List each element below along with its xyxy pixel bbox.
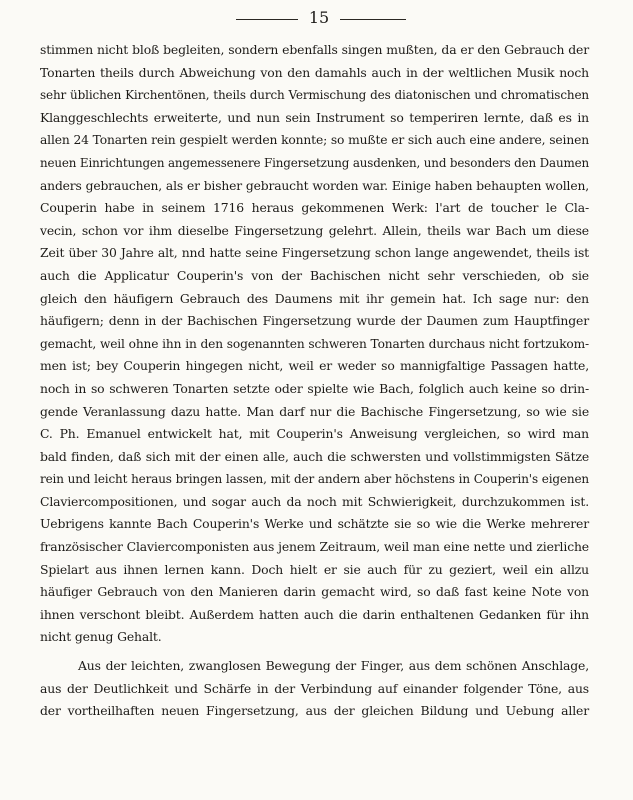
text-line: Zeit über 30 Jahre alt, nnd hatte seine Fingersetzung schon lange angewendet, theils ist <box>40 245 589 261</box>
text-line: französischer Claviercomponisten aus jenem Zeitraum, weil man eine nette und zierliche <box>40 539 589 555</box>
text-line: der vortheilhaften neuen Fingersetzung, aus der gleichen Bildung und Uebung aller <box>40 703 589 719</box>
paragraph-2 <box>40 655 589 723</box>
text-line: häufiger Gebrauch von den Manieren darin gemacht wird, so daß fast keine Note von <box>40 584 589 600</box>
text-line: anders gebrauchen, als er bisher gebraucht worden war. Einige haben behaupten wollen, <box>40 178 589 193</box>
text-line: C. Ph. Emanuel entwickelt hat, mit Couperin's Anweisung vergleichen, so wird man <box>40 426 589 442</box>
text-line: gleich den häufigern Gebrauch des Daumens mit ihr gemein hat. Ich sage nur: den <box>40 290 589 306</box>
text-line: men ist; bey Couperin hingegen nicht, weil er weder so mannigfaltige Passagen hatte, <box>40 358 589 374</box>
text-line: gemacht, weil ohne ihn in den sogenannten schweren Tonarten durchaus nicht fortzukom- <box>40 336 589 351</box>
text-line: Uebrigens kannte Bach Couperin's Werke und schätzte sie so wie die Werke mehrerer <box>40 516 589 532</box>
text-line: vecin, schon vor ihm dieselbe Fingersetzung gelehrt. Allein, theils war Bach um diese <box>40 222 589 238</box>
text-line: auch die Applicatur Couperin's von der Bachischen nicht sehr verschieden, ob sie <box>40 267 589 283</box>
text-line: stimmen nicht bloß begleiten, sondern ebenfalls singen mußten, da er den Gebrauch der <box>40 42 589 57</box>
page-number: 15 <box>308 8 330 27</box>
text-line: ihnen verschont bleibt. Außerdem hatten auch die darin enthaltenen Gedanken für ihn <box>40 606 589 622</box>
page-header <box>0 6 633 30</box>
text-line: Spielart aus ihnen lernen kann. Doch hielt er sie auch für zu geziert, weil ein allzu <box>40 561 589 577</box>
text-line: bald finden, daß sich mit der einen alle, auch die schwersten und vollstimmigsten Sätze <box>40 448 589 464</box>
text-line: rein und leicht heraus bringen lassen, mit der andern aber höchstens in Couperin's eigenen <box>40 472 589 487</box>
text-line-indented: Aus der leichten, zwanglosen Bewegung der Finger, aus dem schönen Anschlage, <box>78 658 589 674</box>
text-line: noch in so schweren Tonarten setzte oder spielte wie Bach, folglich auch keine so drin- <box>40 380 589 396</box>
text-line: Klanggeschlechts erweiterte, und nun sein Instrument so temperiren lernte, daß es in <box>40 109 589 125</box>
text-line-last: nicht genug Gehalt. <box>40 629 162 645</box>
paragraph-1 <box>40 39 589 649</box>
text-line: allen 24 Tonarten rein gespielt werden konnte; so mußte er sich auch eine andere, seinen <box>40 133 589 148</box>
text-line: neuen Einrichtungen angemessenere Fingersetzung ausdenken, und besonders den Daumen <box>40 155 590 170</box>
text-line: sehr üblichen Kirchentönen, theils durch Vermischung des diatonischen und chromatischen <box>40 88 589 103</box>
body-text <box>40 39 589 723</box>
header-rule-right <box>340 19 406 20</box>
text-line: aus der Deutlichkeit und Schärfe in der Verbindung auf einander folgender Töne, aus <box>40 680 589 696</box>
text-line: gende Veranlassung dazu hatte. Man darf nur die Bachische Fingersetzung, so wie sie <box>40 403 589 419</box>
text-line: Claviercompositionen, und sogar auch da noch mit Schwierigkeit, durchzukommen ist. <box>40 493 589 509</box>
text-line: Tonarten theils durch Abweichung von den damahls auch in der weltlichen Musik noch <box>40 64 589 80</box>
header-rule-left <box>236 19 298 20</box>
text-line: häufigern; denn in der Bachischen Fingersetzung wurde der Daumen zum Hauptfinger <box>40 313 589 329</box>
text-line: Couperin habe in seinem 1716 heraus gekommenen Werk: l'art de toucher le Cla- <box>40 200 589 216</box>
